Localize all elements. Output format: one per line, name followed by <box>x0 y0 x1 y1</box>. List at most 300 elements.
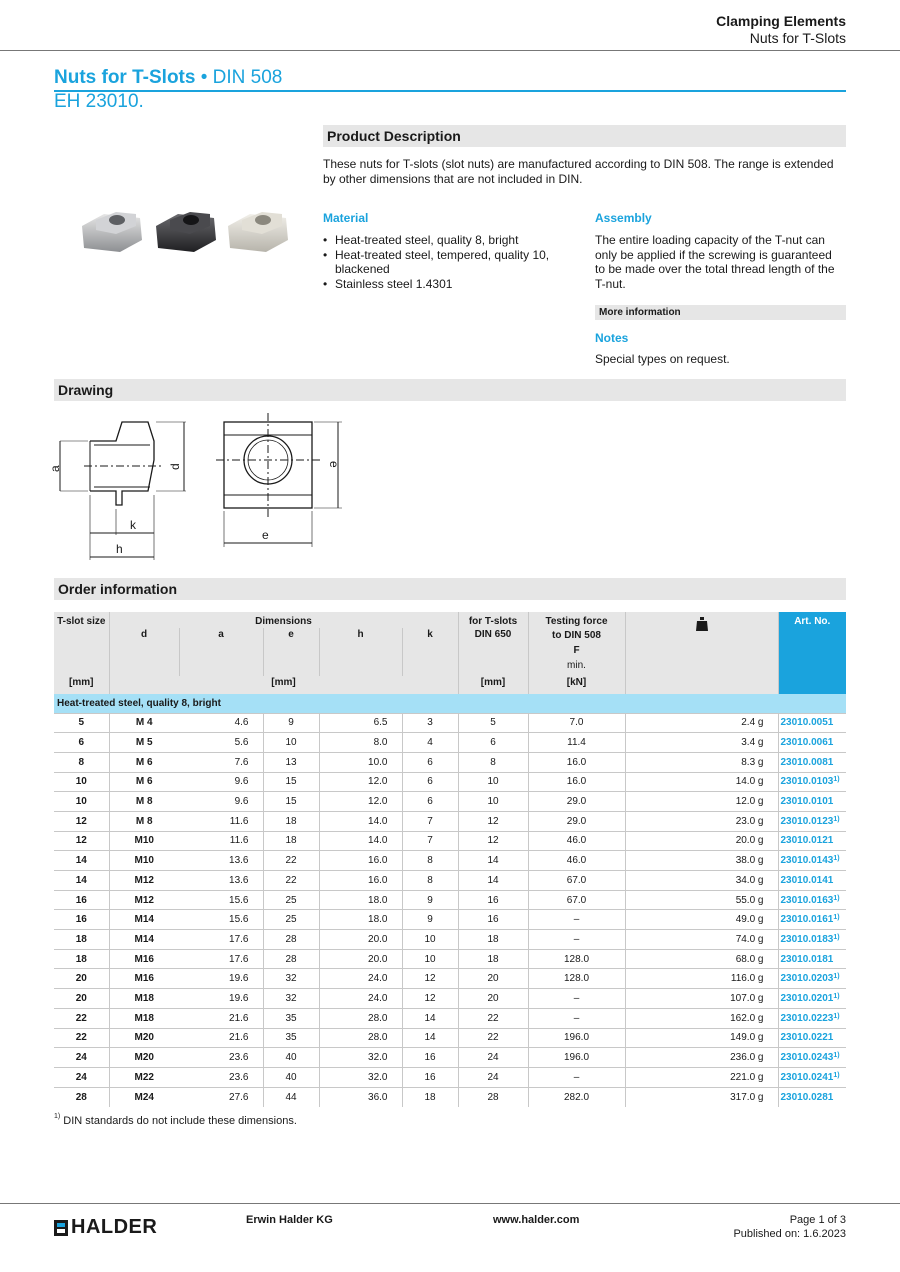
cell-e: 32 <box>263 989 319 1009</box>
cell-art-no[interactable] <box>778 930 846 950</box>
cell-k: 6 <box>402 792 458 812</box>
cell-testing-force: 196.0 <box>528 1028 625 1048</box>
cell-e: 28 <box>263 930 319 950</box>
product-description-heading: Product Description <box>323 125 846 147</box>
cell-k: 4 <box>402 733 458 753</box>
table-row <box>54 930 846 950</box>
cell-tslot-size: 18 <box>54 949 109 969</box>
cell-h: 12.0 <box>319 772 402 792</box>
header-for-tslots: for T-slots <box>458 612 528 628</box>
cell-weight: 149.0 g <box>625 1028 778 1048</box>
table-row <box>54 811 846 831</box>
cell-testing-force: 46.0 <box>528 831 625 851</box>
cell-h: 6.5 <box>319 713 402 733</box>
table-row <box>54 910 846 930</box>
table-row <box>54 752 846 772</box>
cell-thread-d: M18 <box>109 1008 179 1028</box>
footer-page-info <box>733 1213 846 1241</box>
cell-h: 20.0 <box>319 949 402 969</box>
side-view-drawing <box>48 422 186 560</box>
cell-k: 3 <box>402 713 458 733</box>
art-no-link[interactable]: 23010.0061 <box>780 737 834 749</box>
nut-bright-photo <box>82 212 142 252</box>
cell-art-no[interactable] <box>778 811 846 831</box>
cell-e: 35 <box>263 1008 319 1028</box>
cell-tslot-size: 16 <box>54 910 109 930</box>
cell-thread-d: M22 <box>109 1067 179 1087</box>
cell-weight: 317.0 g <box>625 1087 778 1107</box>
title-main: Nuts for T-Slots <box>54 67 196 88</box>
table-row <box>54 831 846 851</box>
header-subcategory: Nuts for T-Slots <box>749 30 846 46</box>
cell-testing-force: 67.0 <box>528 890 625 910</box>
cell-art-no[interactable] <box>778 1008 846 1028</box>
table-row <box>54 949 846 969</box>
header-divider <box>0 50 900 51</box>
cell-tslot-size: 10 <box>54 772 109 792</box>
header-f: F <box>573 645 580 656</box>
notes-text: Special types on request. <box>595 352 730 366</box>
cell-testing-force: – <box>528 1067 625 1087</box>
cell-art-no[interactable] <box>778 1048 846 1068</box>
nut-blackened-photo <box>156 212 216 252</box>
cell-k: 12 <box>402 989 458 1009</box>
footnote-text: DIN standards do not include these dimensions. <box>63 1115 297 1127</box>
art-no-link[interactable]: 23010.0051 <box>780 717 834 729</box>
cell-weight: 3.4 g <box>625 733 778 753</box>
art-no-link[interactable]: 23010.0141 <box>780 874 834 886</box>
cell-weight: 107.0 g <box>625 989 778 1009</box>
cell-testing-force: – <box>528 910 625 930</box>
table-row <box>54 772 846 792</box>
cell-tslot-size: 28 <box>54 1087 109 1107</box>
unit-mm: [mm] <box>458 676 528 694</box>
header-weight <box>625 612 778 694</box>
cell-h: 16.0 <box>319 851 402 871</box>
cell-thread-d: M24 <box>109 1087 179 1107</box>
cell-tslot-din650: 24 <box>458 1048 528 1068</box>
art-no-link[interactable]: 23010.0201 <box>780 992 834 1004</box>
cell-thread-d: M 6 <box>109 752 179 772</box>
notes-heading: Notes <box>595 331 629 345</box>
cell-weight: 55.0 g <box>625 890 778 910</box>
cell-tslot-size: 20 <box>54 989 109 1009</box>
table-row <box>54 713 846 733</box>
cell-k: 6 <box>402 752 458 772</box>
art-no-link[interactable]: 23010.0161 <box>780 914 834 926</box>
cell-thread-d: M16 <box>109 969 179 989</box>
cell-testing-force: 7.0 <box>528 713 625 733</box>
table-row <box>54 871 846 891</box>
cell-tslot-size: 12 <box>54 811 109 831</box>
material-item: • Stainless steel 1.4301 <box>323 277 573 292</box>
cell-testing-force: 67.0 <box>528 871 625 891</box>
art-no-link[interactable]: 23010.0281 <box>780 1091 834 1103</box>
cell-a: 7.6 <box>179 752 263 772</box>
cell-tslot-din650: 14 <box>458 871 528 891</box>
page-title <box>54 67 282 89</box>
table-row <box>54 1067 846 1087</box>
cell-weight: 12.0 g <box>625 792 778 812</box>
cell-h: 32.0 <box>319 1048 402 1068</box>
cell-e: 9 <box>263 713 319 733</box>
cell-a: 15.6 <box>179 910 263 930</box>
title-underline <box>54 90 846 92</box>
cell-art-no[interactable] <box>778 989 846 1009</box>
cell-thread-d: M 4 <box>109 713 179 733</box>
cell-thread-d: M12 <box>109 890 179 910</box>
cell-testing-force: 16.0 <box>528 772 625 792</box>
footnote-ref: 1) <box>833 933 840 941</box>
footnote <box>54 1115 297 1127</box>
cell-thread-d: M14 <box>109 910 179 930</box>
art-no-link[interactable]: 23010.0221 <box>780 1032 834 1044</box>
cell-tslot-din650: 14 <box>458 851 528 871</box>
art-no-link[interactable]: 23010.0183 <box>780 933 834 945</box>
cell-art-no[interactable] <box>778 1028 846 1048</box>
footnote-ref: 1) <box>833 914 840 922</box>
cell-tslot-din650: 16 <box>458 890 528 910</box>
cell-a: 9.6 <box>179 772 263 792</box>
cell-thread-d: M14 <box>109 930 179 950</box>
unit-mm: [mm] <box>54 676 109 694</box>
cell-h: 24.0 <box>319 969 402 989</box>
art-no-link[interactable]: 23010.0123 <box>780 815 834 827</box>
cell-a: 21.6 <box>179 1008 263 1028</box>
cell-k: 6 <box>402 772 458 792</box>
cell-tslot-size: 8 <box>54 752 109 772</box>
cell-e: 22 <box>263 851 319 871</box>
dim-label-e-bottom: e <box>262 528 269 542</box>
cell-e: 25 <box>263 910 319 930</box>
art-no-link[interactable]: 23010.0223 <box>780 1012 834 1024</box>
cell-tslot-size: 24 <box>54 1048 109 1068</box>
cell-weight: 34.0 g <box>625 871 778 891</box>
cell-tslot-size: 22 <box>54 1008 109 1028</box>
art-no-link[interactable]: 23010.0143 <box>780 855 834 867</box>
table-row <box>54 969 846 989</box>
cell-art-no[interactable] <box>778 792 846 812</box>
cell-testing-force: 16.0 <box>528 752 625 772</box>
material-list <box>323 233 573 291</box>
table-row <box>54 989 846 1009</box>
page-header <box>716 13 846 47</box>
cell-tslot-din650: 22 <box>458 1008 528 1028</box>
cell-e: 13 <box>263 752 319 772</box>
cell-e: 35 <box>263 1028 319 1048</box>
cell-e: 28 <box>263 949 319 969</box>
cell-h: 12.0 <box>319 792 402 812</box>
cell-art-no[interactable] <box>778 733 846 753</box>
cell-tslot-din650: 18 <box>458 930 528 950</box>
order-rows <box>54 713 846 1107</box>
cell-testing-force: 128.0 <box>528 969 625 989</box>
footer-company: Erwin Halder KG <box>246 1214 333 1226</box>
category-label: Heat-treated steel, quality 8, bright <box>54 694 846 713</box>
cell-h: 14.0 <box>319 811 402 831</box>
cell-e: 32 <box>263 969 319 989</box>
art-no-link[interactable]: 23010.0243 <box>780 1052 834 1064</box>
dim-label-a: a <box>48 465 62 472</box>
product-photos <box>80 200 295 260</box>
cell-h: 16.0 <box>319 871 402 891</box>
art-no-link[interactable]: 23010.0203 <box>780 973 834 985</box>
cell-testing-force: 29.0 <box>528 811 625 831</box>
cell-a: 9.6 <box>179 792 263 812</box>
cell-art-no[interactable] <box>778 949 846 969</box>
header-a: a <box>179 628 263 676</box>
cell-art-no[interactable] <box>778 752 846 772</box>
cell-weight: 221.0 g <box>625 1067 778 1087</box>
table-row <box>54 733 846 753</box>
cell-k: 7 <box>402 811 458 831</box>
cell-k: 14 <box>402 1028 458 1048</box>
cell-a: 23.6 <box>179 1067 263 1087</box>
cell-tslot-size: 6 <box>54 733 109 753</box>
cell-k: 9 <box>402 910 458 930</box>
cell-thread-d: M 5 <box>109 733 179 753</box>
cell-k: 8 <box>402 871 458 891</box>
footnote-ref: 1) <box>833 973 840 981</box>
cell-e: 25 <box>263 890 319 910</box>
cell-art-no[interactable] <box>778 969 846 989</box>
cell-k: 8 <box>402 851 458 871</box>
dim-label-e-side: e <box>327 461 341 468</box>
cell-weight: 20.0 g <box>625 831 778 851</box>
footnote-ref: 1) <box>833 1052 840 1060</box>
art-no-link[interactable]: 23010.0101 <box>780 796 834 808</box>
cell-h: 36.0 <box>319 1087 402 1107</box>
cell-weight: 23.0 g <box>625 811 778 831</box>
footnote-ref: 1) <box>833 992 840 1000</box>
cell-e: 15 <box>263 772 319 792</box>
cell-tslot-size: 10 <box>54 792 109 812</box>
assembly-heading: Assembly <box>595 211 652 225</box>
table-row <box>54 890 846 910</box>
cell-tslot-size: 14 <box>54 851 109 871</box>
cell-art-no[interactable] <box>778 1087 846 1107</box>
header-h: h <box>319 628 402 676</box>
cell-thread-d: M 8 <box>109 811 179 831</box>
cell-weight: 38.0 g <box>625 851 778 871</box>
unit-mm: [mm] <box>109 676 458 694</box>
cell-h: 18.0 <box>319 890 402 910</box>
cell-h: 20.0 <box>319 930 402 950</box>
cell-weight: 74.0 g <box>625 930 778 950</box>
cell-testing-force: 128.0 <box>528 949 625 969</box>
cell-tslot-din650: 12 <box>458 831 528 851</box>
cell-testing-force: 29.0 <box>528 792 625 812</box>
table-row <box>54 1028 846 1048</box>
cell-a: 17.6 <box>179 949 263 969</box>
product-code: EH 23010. <box>54 91 144 112</box>
cell-weight: 49.0 g <box>625 910 778 930</box>
art-no-link[interactable]: 23010.0163 <box>780 894 834 906</box>
cell-thread-d: M10 <box>109 851 179 871</box>
table-row <box>54 792 846 812</box>
footer-divider <box>0 1203 900 1204</box>
footnote-ref: 1) <box>833 1012 840 1020</box>
table-header-row <box>54 612 846 628</box>
cell-thread-d: M10 <box>109 831 179 851</box>
cell-tslot-size: 12 <box>54 831 109 851</box>
cell-e: 44 <box>263 1087 319 1107</box>
cell-art-no[interactable] <box>778 1067 846 1087</box>
cell-testing-force: 46.0 <box>528 851 625 871</box>
cell-a: 11.6 <box>179 811 263 831</box>
cell-art-no[interactable] <box>778 910 846 930</box>
header-dimensions: Dimensions <box>109 612 458 628</box>
header-art-no: Art. No. <box>778 612 846 694</box>
cell-weight: 162.0 g <box>625 1008 778 1028</box>
technical-drawing <box>48 405 354 570</box>
title-separator: • <box>195 67 213 88</box>
order-table <box>54 612 846 1107</box>
cell-tslot-din650: 16 <box>458 910 528 930</box>
dim-label-h: h <box>116 542 123 556</box>
cell-art-no[interactable] <box>778 851 846 871</box>
header-testing-details <box>528 628 625 676</box>
table-row <box>54 851 846 871</box>
art-no-link[interactable]: 23010.0103 <box>780 776 834 788</box>
cell-tslot-size: 22 <box>54 1028 109 1048</box>
cell-thread-d: M 8 <box>109 792 179 812</box>
footer-website[interactable]: www.halder.com <box>493 1214 580 1226</box>
cell-k: 16 <box>402 1067 458 1087</box>
dim-label-k: k <box>130 518 136 532</box>
header-to-din508: to DIN 508 <box>552 630 601 641</box>
cell-testing-force: – <box>528 930 625 950</box>
table-row <box>54 1008 846 1028</box>
cell-tslot-size: 5 <box>54 713 109 733</box>
cell-e: 10 <box>263 733 319 753</box>
cell-tslot-din650: 24 <box>458 1067 528 1087</box>
header-d: d <box>109 628 179 676</box>
footer-published: Published on: 1.6.2023 <box>733 1228 846 1240</box>
cell-e: 15 <box>263 792 319 812</box>
title-standard: DIN 508 <box>212 67 283 88</box>
cell-e: 18 <box>263 811 319 831</box>
more-information-bar[interactable]: More information <box>595 305 846 320</box>
cell-k: 9 <box>402 890 458 910</box>
cell-h: 8.0 <box>319 733 402 753</box>
cell-art-no[interactable] <box>778 831 846 851</box>
header-k: k <box>402 628 458 676</box>
cell-tslot-din650: 12 <box>458 811 528 831</box>
halder-logo-icon <box>54 1220 68 1236</box>
header-testing-force: Testing force <box>528 612 625 628</box>
cell-k: 16 <box>402 1048 458 1068</box>
cell-h: 32.0 <box>319 1067 402 1087</box>
art-no-link[interactable]: 23010.0181 <box>780 953 834 965</box>
cell-testing-force: – <box>528 989 625 1009</box>
cell-e: 40 <box>263 1048 319 1068</box>
cell-weight: 236.0 g <box>625 1048 778 1068</box>
cell-thread-d: M 6 <box>109 772 179 792</box>
cell-a: 11.6 <box>179 831 263 851</box>
cell-tslot-size: 24 <box>54 1067 109 1087</box>
category-row <box>54 694 846 713</box>
cell-a: 27.6 <box>179 1087 263 1107</box>
material-heading: Material <box>323 211 369 225</box>
cell-a: 17.6 <box>179 930 263 950</box>
cell-h: 18.0 <box>319 910 402 930</box>
cell-tslot-din650: 5 <box>458 713 528 733</box>
art-no-link[interactable]: 23010.0121 <box>780 835 834 847</box>
cell-a: 13.6 <box>179 851 263 871</box>
order-information-heading: Order information <box>54 578 846 600</box>
cell-art-no[interactable] <box>778 871 846 891</box>
cell-a: 15.6 <box>179 890 263 910</box>
cell-h: 28.0 <box>319 1028 402 1048</box>
cell-h: 14.0 <box>319 831 402 851</box>
cell-thread-d: M16 <box>109 949 179 969</box>
cell-tslot-din650: 20 <box>458 989 528 1009</box>
cell-e: 22 <box>263 871 319 891</box>
cell-a: 19.6 <box>179 969 263 989</box>
cell-testing-force: 196.0 <box>528 1048 625 1068</box>
halder-logo-text: HALDER <box>71 1216 158 1238</box>
cell-a: 13.6 <box>179 871 263 891</box>
footnote-ref: 1) <box>833 1071 840 1079</box>
cell-tslot-din650: 10 <box>458 772 528 792</box>
art-no-link[interactable]: 23010.0241 <box>780 1071 834 1083</box>
cell-k: 12 <box>402 969 458 989</box>
cell-weight: 8.3 g <box>625 752 778 772</box>
table-row <box>54 1087 846 1107</box>
cell-tslot-size: 18 <box>54 930 109 950</box>
cell-a: 21.6 <box>179 1028 263 1048</box>
footer-page: Page 1 of 3 <box>789 1214 846 1226</box>
cell-a: 5.6 <box>179 733 263 753</box>
cell-k: 10 <box>402 949 458 969</box>
cell-weight: 2.4 g <box>625 713 778 733</box>
cell-art-no[interactable] <box>778 713 846 733</box>
cell-k: 18 <box>402 1087 458 1107</box>
dim-label-d: d <box>168 463 182 470</box>
header-e: e <box>263 628 319 676</box>
cell-tslot-size: 20 <box>54 969 109 989</box>
cell-tslot-din650: 6 <box>458 733 528 753</box>
cell-tslot-size: 16 <box>54 890 109 910</box>
cell-testing-force: – <box>528 1008 625 1028</box>
footnote-mark: 1) <box>54 1113 61 1120</box>
cell-testing-force: 11.4 <box>528 733 625 753</box>
cell-e: 40 <box>263 1067 319 1087</box>
cell-e: 18 <box>263 831 319 851</box>
cell-art-no[interactable] <box>778 772 846 792</box>
cell-tslot-din650: 22 <box>458 1028 528 1048</box>
footnote-ref: 1) <box>833 894 840 902</box>
footnote-ref: 1) <box>833 815 840 823</box>
cell-tslot-din650: 10 <box>458 792 528 812</box>
cell-thread-d: M12 <box>109 871 179 891</box>
header-min: min. <box>567 660 586 671</box>
drawing-heading: Drawing <box>54 379 846 401</box>
cell-h: 28.0 <box>319 1008 402 1028</box>
table-row <box>54 1048 846 1068</box>
cell-a: 4.6 <box>179 713 263 733</box>
product-description-text: These nuts for T-slots (slot nuts) are manufactured according to DIN 508. The range is extended by other dimensions that are not included in DIN. <box>323 157 834 186</box>
nut-stainless-photo <box>228 212 288 252</box>
cell-art-no[interactable] <box>778 890 846 910</box>
material-item: • Heat-treated steel, quality 8, bright <box>323 233 573 248</box>
art-no-link[interactable]: 23010.0081 <box>780 756 834 768</box>
cell-tslot-din650: 18 <box>458 949 528 969</box>
cell-weight: 14.0 g <box>625 772 778 792</box>
cell-k: 10 <box>402 930 458 950</box>
cell-k: 14 <box>402 1008 458 1028</box>
